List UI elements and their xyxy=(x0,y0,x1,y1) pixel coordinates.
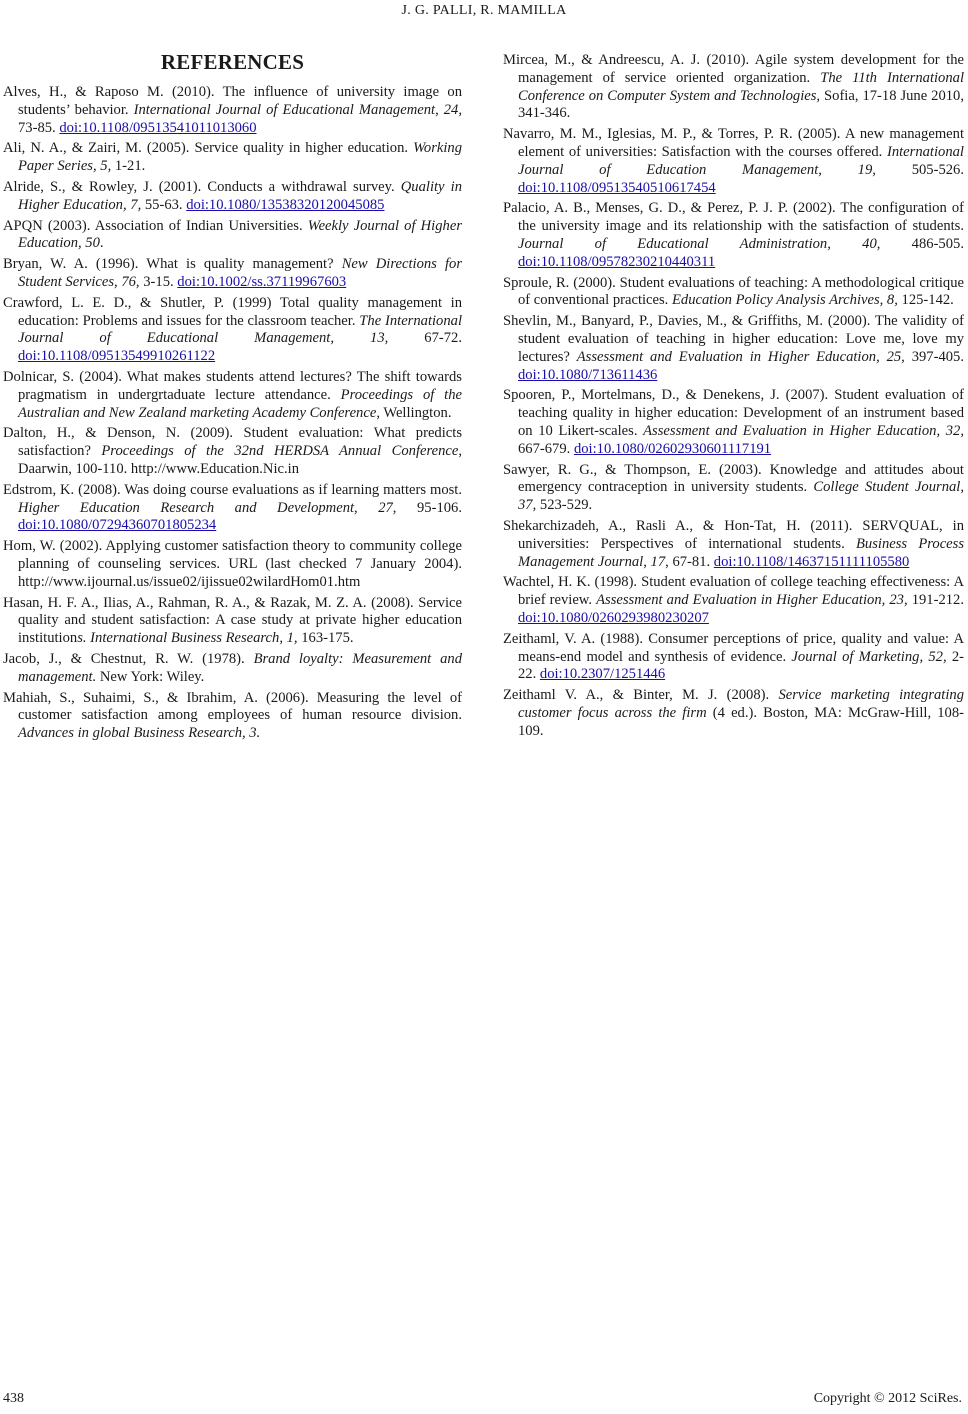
reference-text: Ali, N. A., & Zairi, M. (2005). Service quality in higher education. xyxy=(3,140,414,157)
reference-source-italic: College Student Journal, 37, xyxy=(518,479,964,514)
reference-source-italic: International Journal of Education Management, 19, xyxy=(518,143,964,178)
reference-entry xyxy=(503,200,964,271)
reference-text: 95-106. xyxy=(396,499,462,516)
reference-text: Shevlin, M., Banyard, P., Davies, M., & Griffiths, M. (2000). The validity of student evaluation of teaching in higher education: Love me, love my lectures? xyxy=(503,313,964,365)
reference-text: . xyxy=(99,235,104,252)
reference-text: Sawyer, R. G., & Thompson, E. (2003). Knowledge and attitudes about emergency contraception in university students. xyxy=(503,461,964,496)
reference-entry xyxy=(503,387,964,458)
reference-text: Sproule, R. (2000). Student evaluations of teaching: A methodological critique of conventional practices. xyxy=(503,274,964,309)
reference-text: Navarro, M. M., Iglesias, M. P., & Torres, P. R. (2005). A new management element of universities: Satisfaction with the courses offered. xyxy=(503,126,964,160)
reference-text: Hasan, H. F. A., Ilias, A., Rahman, R. A., & Razak, M. Z. A. (2008). Service quality and student satisfaction: A case study at private higher education institution xyxy=(3,594,462,647)
reference-entry xyxy=(3,482,462,535)
reference-entry xyxy=(503,518,964,571)
reference-text: Jacob, J., & Chestnut, R. W. (1978). xyxy=(3,650,254,667)
reference-source-italic: Advances in global Business Research, 3. xyxy=(18,725,261,742)
copyright-notice: Copyright © 2012 SciRes. xyxy=(813,1391,962,1406)
reference-text: Wachtel, H. K. (1998). Student evaluation of college teaching effectiveness: A brief review. xyxy=(503,574,964,609)
doi-link[interactable]: doi:10.1108/09513540510617454 xyxy=(518,179,716,196)
reference-entry xyxy=(3,651,462,687)
reference-text: APQN (2003). Association of Indian Universities. xyxy=(3,217,308,234)
reference-source-italic: Assessment and Evaluation in Higher Education, 25, xyxy=(576,348,905,365)
doi-link[interactable]: doi:10.1080/0260293980230207 xyxy=(518,609,709,626)
reference-text: 667-679. xyxy=(518,440,574,457)
reference-entry xyxy=(3,218,462,254)
left-column xyxy=(3,50,462,746)
reference-text: Mircea, M., & Andreescu, A. J. (2010). Agile system development for the management of service oriented organization. xyxy=(503,52,964,86)
reference-text: , Daarwin, 100-110. http://www.Education.Nic.in xyxy=(18,443,462,477)
reference-text: 1-21. xyxy=(111,158,146,175)
reference-text: Shekarchizadeh, A., Rasli A., & Hon-Tat, H. (2011). SERVQUAL, in universities: Perspectives of international students. xyxy=(503,517,964,552)
reference-source-italic: The International Journal of Educational Management, 13, xyxy=(18,312,462,347)
reference-text: 505-526. xyxy=(875,161,964,178)
reference-text: Zeithaml V. A., & Binter, M. J. (2008). xyxy=(503,687,779,704)
reference-text: Spooren, P., Mortelmans, D., & Denekens, J. (2007). Student evaluation of teaching quality in higher education: Development of an instrument based on 10 Likert-scales. xyxy=(503,387,964,439)
reference-text: 3-15. xyxy=(139,273,178,290)
reference-source-italic: Education Policy Analysis Archives, 8, xyxy=(671,292,898,309)
reference-source-italic: Journal of Educational Administration, 40, xyxy=(518,235,881,252)
reference-source-italic: s. International Business Research, 1, xyxy=(77,630,298,647)
reference-entry xyxy=(3,256,462,292)
reference-text: 55-63. xyxy=(141,196,187,213)
reference-entry xyxy=(3,690,462,743)
reference-text: Alves, H., & Raposo M. (2010). The influence of university image on students’ behavior. xyxy=(3,84,462,118)
reference-source-italic: Proceedings of the 32nd HERDSA Annual Conference xyxy=(101,443,459,460)
reference-entry xyxy=(503,275,964,311)
doi-link[interactable]: doi:10.1080/07294360701805234 xyxy=(18,517,217,534)
reference-text: Palacio, A. B., Menses, G. D., & Perez, P. J. P. (2002). The configuration of the university image and its relationship with the satisfaction of students. xyxy=(503,200,964,235)
reference-text: 486-505. xyxy=(880,235,964,252)
reference-text: Crawford, L. E. D., & Shutler, P. (1999) Total quality management in education: Problems and issues for the classroom teacher. xyxy=(3,294,462,329)
reference-entry xyxy=(3,425,462,478)
reference-text: , 67-81. xyxy=(665,553,714,570)
running-head: J. G. PALLI, R. MAMILLA xyxy=(401,3,567,18)
reference-entry xyxy=(503,462,964,515)
reference-source-italic: Higher Education Research and Development, 27, xyxy=(18,499,397,516)
reference-text: Hom, W. (2002). Applying customer satisfaction theory to community college planning of counseling services. URL (last checked 7 January 2004). http://www.ijournal.us/issue02/ijissue02wilardHom01.htm xyxy=(3,538,462,590)
reference-text: 397-405. xyxy=(904,348,964,365)
reference-text: 73-85. xyxy=(18,119,60,136)
reference-entry xyxy=(3,369,462,422)
page-number: 438 xyxy=(3,1391,24,1406)
doi-link[interactable]: doi:10.1002/ss.37119967603 xyxy=(177,273,347,290)
reference-entry xyxy=(503,631,964,684)
reference-text: 67-72. xyxy=(388,330,462,347)
reference-entry xyxy=(3,595,462,648)
reference-source-italic: International Journal of Educational Management, 24, xyxy=(133,101,462,118)
reference-source-italic: Quality in Higher Education, 7, xyxy=(18,178,462,213)
reference-source-italic: New Directions for Student Services, 76, xyxy=(18,256,462,290)
reference-entry xyxy=(503,126,964,197)
reference-text: Bryan, W. A. (1996). What is quality management? xyxy=(3,256,342,273)
reference-entry xyxy=(3,84,462,137)
doi-link[interactable]: doi:10.1108/14637151111105580 xyxy=(713,553,910,570)
reference-source-italic: Weekly Journal of Higher Education, 50 xyxy=(18,217,462,252)
reference-entry xyxy=(3,140,462,176)
reference-list-right xyxy=(503,52,964,740)
reference-text: Mahiah, S., Suhaimi, S., & Ibrahim, A. (2006). Measuring the level of customer satisfaction among employees of human resource division. xyxy=(3,689,462,724)
reference-text: 191-212. xyxy=(907,592,964,609)
section-title: REFERENCES xyxy=(160,50,305,74)
reference-source-italic: Brand loyalty: Measurement and management. xyxy=(18,650,462,685)
reference-list-left xyxy=(3,84,462,743)
reference-text: Dalton, H., & Denson, N. (2009). Student evaluation: What predicts satisfaction? xyxy=(3,425,462,460)
reference-entry xyxy=(503,313,964,384)
doi-link[interactable]: doi:10.1080/713611436 xyxy=(518,366,658,383)
reference-text: New York: Wiley. xyxy=(96,668,205,685)
doi-link[interactable]: doi:10.1080/13538320120045085 xyxy=(186,196,385,213)
reference-entry xyxy=(503,52,964,123)
reference-text: 125-142. xyxy=(897,292,954,309)
reference-text: Edstrom, K. (2008). Was doing course evaluations as if learning matters most. xyxy=(3,481,462,498)
reference-source-italic: Service marketing integrating customer focus across the firm xyxy=(518,687,964,721)
doi-link[interactable]: doi:10.1108/09513549910261122 xyxy=(18,348,216,365)
reference-text: 523-529. xyxy=(536,497,593,514)
right-column xyxy=(503,52,964,743)
reference-source-italic: Assessment and Evaluation in Higher Education, 32, xyxy=(643,422,964,439)
reference-source-italic: Proceedings of the Australian and New Zealand marketing Academy Conference xyxy=(18,386,463,421)
doi-link[interactable]: doi:10.1080/02602930601117191 xyxy=(573,440,772,457)
reference-source-italic: Working Paper Series, 5, xyxy=(18,140,462,175)
reference-source-italic: The 11th International Conference on Computer System and Technologies, xyxy=(518,69,964,104)
reference-entry xyxy=(3,179,462,215)
reference-source-italic: Assessment and Evaluation in Higher Education, 23, xyxy=(596,592,908,609)
reference-text: Dolnicar, S. (2004). What makes students attend lectures? The shift towards pragmatism in undergrtaduate lecture attendance. xyxy=(3,368,462,403)
reference-text: 2-22. xyxy=(518,648,964,683)
reference-source-italic: Journal of Marketing, 52, xyxy=(791,648,947,665)
doi-link[interactable]: doi:10.1108/09513541011013060 xyxy=(59,119,257,136)
reference-text: (4 ed.). Boston, MA: McGraw-Hill, 108-109. xyxy=(518,704,965,739)
reference-entry xyxy=(503,574,964,627)
reference-entry xyxy=(3,538,462,591)
reference-text: Alride, S., & Rowley, J. (2001). Conducts a withdrawal survey. xyxy=(3,178,401,195)
reference-text: 163-175. xyxy=(297,630,354,647)
reference-text: Sofia, 17-18 June 2010, 341-346. xyxy=(518,87,965,122)
doi-link[interactable]: doi:10.1108/09578230210440311 xyxy=(518,253,716,270)
doi-link[interactable]: doi:10.2307/1251446 xyxy=(539,666,666,683)
reference-entry xyxy=(3,295,462,366)
reference-text: , Wellington. xyxy=(376,404,452,421)
reference-source-italic: Business Process Management Journal, 17 xyxy=(518,535,965,570)
reference-entry xyxy=(503,687,964,740)
reference-text: Zeithaml, V. A. (1988). Consumer perceptions of price, quality and value: A means-end model and synthesis of evidence. xyxy=(503,630,964,665)
